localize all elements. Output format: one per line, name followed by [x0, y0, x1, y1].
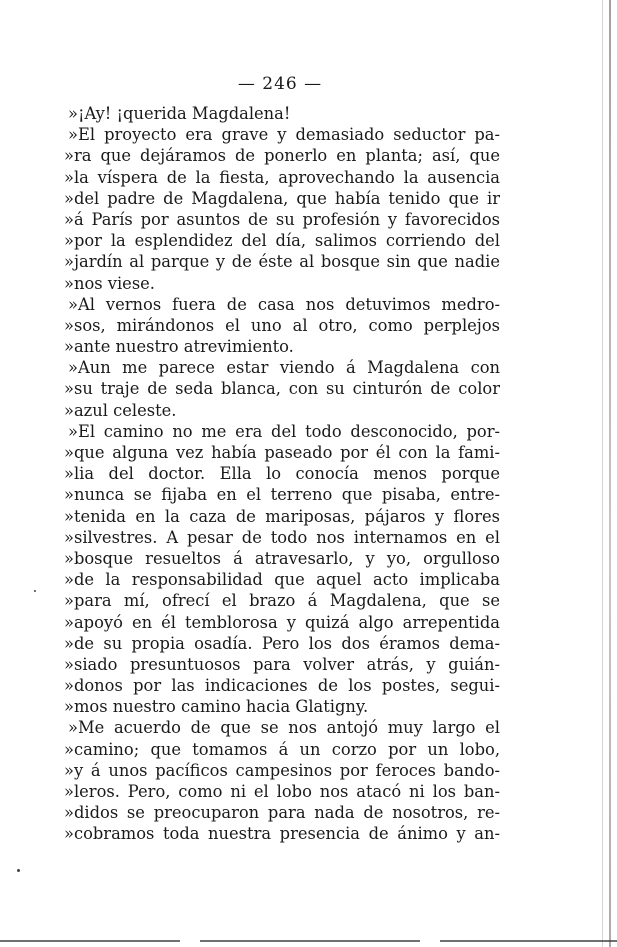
text-line: »jardín al parque y de éste al bosque sin que nadie	[64, 252, 500, 272]
text-line: »ante nuestro atrevimiento.	[64, 337, 294, 357]
text-line: »azul celeste.	[64, 400, 177, 420]
ink-speck	[34, 590, 36, 592]
text-line: »del padre de Magdalena, que había tenido que ir	[64, 188, 500, 208]
page-number: — 246 —	[237, 74, 323, 94]
text-line: »de la responsabilidad que aquel acto implicaba	[64, 570, 500, 590]
text-line: »lia del doctor. Ella lo conocía menos porque	[64, 464, 500, 484]
text-line: »nunca se fijaba en el terreno que pisaba, entre-	[64, 485, 500, 505]
text-line: »tenida en la caza de mariposas, pájaros y flores	[64, 506, 500, 526]
text-line: »apoyó en él temblorosa y quizá algo arrepentida	[64, 612, 500, 632]
ink-speck	[17, 869, 20, 872]
text-line: »leros. Pero, como ni el lobo nos atacó ni los ban-	[64, 782, 500, 801]
text-line: »nos viese.	[64, 273, 155, 293]
text-line: »mos nuestro camino hacia Glatigny.	[64, 697, 369, 717]
body-text	[64, 103, 500, 845]
text-line: »que alguna vez había paseado por él con la fami-	[64, 443, 500, 462]
text-line: »á París por asuntos de su profesión y favorecidos	[64, 209, 500, 229]
text-line: »su traje de seda blanca, con su cinturón de color	[64, 379, 500, 399]
scan-edge-line	[602, 0, 603, 947]
text-line: »por la esplendidez del día, salimos corriendo del	[64, 231, 500, 251]
text-line: »de su propia osadía. Pero los dos éramos dema-	[64, 633, 500, 653]
text-line: »cobramos toda nuestra presencia de ánimo y an-	[64, 824, 500, 844]
text-line: »El camino no me era del todo desconocido, por-	[68, 421, 500, 441]
text-line: »El proyecto era grave y demasiado seductor pa-	[68, 125, 500, 145]
text-line: »siado presuntuosos para volver atrás, y guián-	[64, 654, 500, 674]
text-line: »ra que dejáramos de ponerlo en planta; así, que	[64, 146, 500, 166]
text-line: »la víspera de la fiesta, aprovechando la ausencia	[64, 167, 500, 187]
text-line: »sos, mirándonos el uno al otro, como perplejos	[64, 315, 500, 335]
text-line: »bosque resueltos á atravesarlo, y yo, orgulloso	[64, 548, 500, 568]
text-line: »y á unos pacíficos campesinos por feroces bando-	[64, 760, 500, 780]
text-line: »Me acuerdo de que se nos antojó muy largo el	[68, 718, 500, 738]
scan-bottom-edge	[0, 940, 617, 942]
scan-edge-shadow	[609, 0, 611, 947]
text-line: »¡Ay! ¡querida Magdalena!	[68, 104, 291, 123]
text-line: »silvestres. A pesar de todo nos internamos en el	[64, 527, 500, 547]
text-line: »Al vernos fuera de casa nos detuvimos medro-	[68, 294, 500, 314]
text-line: »didos se preocuparon para nada de nosotros, re-	[64, 803, 500, 823]
text-line: »donos por las indicaciones de los postes, segui-	[64, 676, 500, 696]
text-line: »para mí, ofrecí el brazo á Magdalena, que se	[64, 591, 500, 611]
text-line: »camino; que tomamos á un corzo por un lobo,	[64, 739, 500, 759]
text-line: »Aun me parece estar viendo á Magdalena con	[68, 358, 500, 378]
